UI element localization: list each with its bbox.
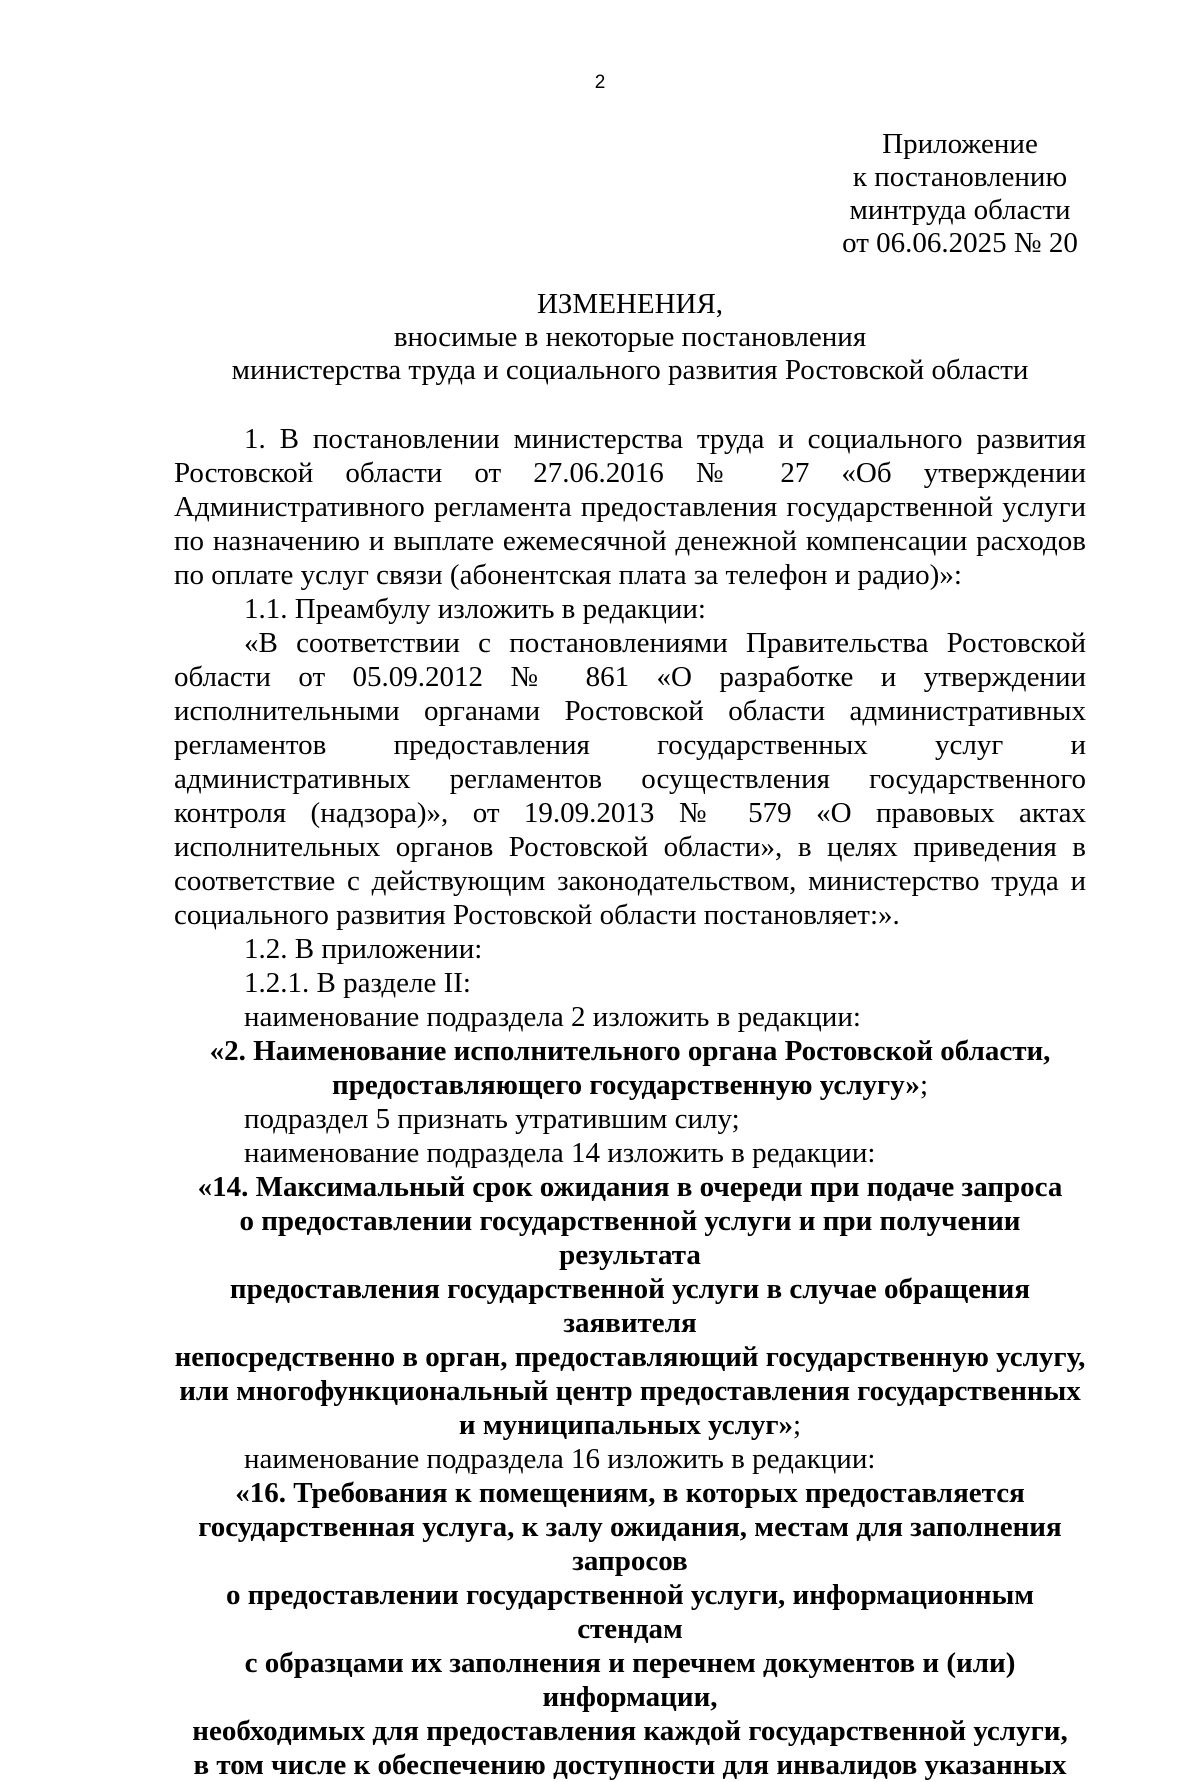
- subsection-heading-14: [174, 1170, 1086, 1442]
- appendix-line: минтруда области: [849, 194, 1071, 226]
- heading-line: [174, 1068, 1086, 1102]
- heading-text: и муниципальных услуг»: [458, 1409, 794, 1441]
- title-subtitle: вносимые в некоторые постановления: [393, 321, 867, 353]
- heading-line: с образцами их заполнения и перечнем документов и (или) информации,: [244, 1647, 1016, 1713]
- paragraph: подраздел 5 признать утратившим силу;: [244, 1103, 740, 1135]
- heading-line: [174, 1408, 1086, 1442]
- heading-line: «2. Наименование исполнительного органа Ростовской области,: [209, 1035, 1051, 1067]
- heading-line: «14. Максимальный срок ожидания в очереди при подаче запроса: [197, 1171, 1063, 1203]
- appendix-line: от 06.06.2025 № 20: [842, 227, 1078, 259]
- heading-tail: ;: [919, 1069, 928, 1101]
- heading-line: или многофункциональный центр предоставления государственных: [179, 1375, 1081, 1407]
- paragraph: наименование подраздела 16 изложить в редакции:: [244, 1443, 876, 1475]
- paragraph: 1. В постановлении министерства труда и социального развития Ростовской области от 27.06.2016 № 27 «Об утверждении Административного регламента предоставления государственной услуги по назначению и выплате ежемесячной денежной компенсации расходов по оплате услуг связи (абонентская плата за телефон и радио)»:: [174, 423, 1086, 591]
- title-subtitle: министерства труда и социального развития Ростовской области: [231, 354, 1029, 386]
- title-heading: ИЗМЕНЕНИЯ,: [536, 288, 724, 320]
- heading-line: предоставления государственной услуги в случае обращения заявителя: [229, 1273, 1031, 1339]
- paragraph: 1.2.1. В разделе II:: [244, 967, 471, 999]
- heading-line: государственная услуга, к залу ожидания, местам для заполнения запросов: [198, 1511, 1062, 1577]
- heading-tail: ;: [793, 1409, 802, 1441]
- heading-line: о предоставлении государственной услуги и при получении результата: [239, 1205, 1021, 1271]
- appendix-line: Приложение: [882, 128, 1038, 160]
- page-number: 2: [594, 72, 606, 93]
- heading-line: «16. Требования к помещениям, в которых предоставляется: [235, 1477, 1025, 1509]
- appendix-block: [830, 128, 1090, 260]
- document-title: [174, 288, 1086, 387]
- subsection-heading-16: [174, 1476, 1086, 1782]
- subsection-heading-2: [174, 1034, 1086, 1102]
- paragraph: наименование подраздела 14 изложить в редакции:: [244, 1137, 876, 1169]
- paragraph-quote: «В соответствии с постановлениями Правительства Ростовской области от 05.09.2012 № 861 «О разработке и утверждении исполнительными органами Ростовской области административных регламентов предоставления государственных услуг и административных регламентов осуществления государственного контроля (надзора)», от 19.09.2013 № 579 «О правовых актах исполнительных органов Ростовской области», в целях приведения в соответствие с действующим законодательством, министерство труда и социального развития Ростовской области постановляет:».: [174, 627, 1086, 931]
- paragraph: 1.1. Преамбулу изложить в редакции:: [244, 593, 706, 625]
- heading-text: предоставляющего государственную услугу»: [331, 1069, 920, 1101]
- paragraph: наименование подраздела 2 изложить в редакции:: [244, 1001, 861, 1033]
- paragraph: 1.2. В приложении:: [244, 933, 483, 965]
- heading-line: о предоставлении государственной услуги, информационным стендам: [225, 1579, 1035, 1645]
- heading-line: в том числе к обеспечению доступности для инвалидов указанных: [193, 1749, 1067, 1781]
- heading-line: непосредственно в орган, предоставляющий государственную услугу,: [174, 1341, 1086, 1373]
- document-body: [174, 422, 1086, 1782]
- appendix-line: к постановлению: [852, 161, 1068, 193]
- heading-line: необходимых для предоставления каждой государственной услуги,: [192, 1715, 1068, 1747]
